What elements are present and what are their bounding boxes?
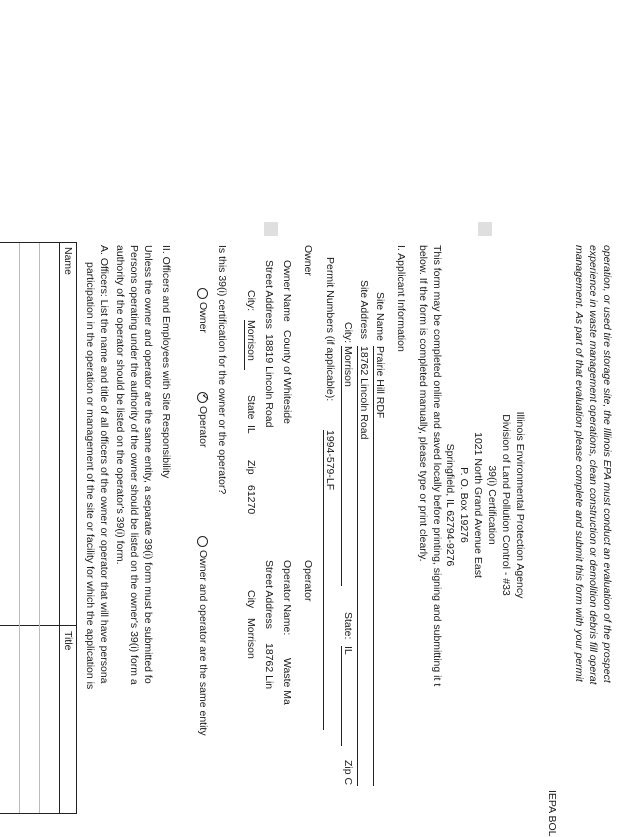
section-1-title: I. Applicant Information bbox=[395, 245, 407, 352]
agency-po-box: P. O. Box 19276 bbox=[458, 467, 470, 543]
operator-name-label: Operator Name: bbox=[281, 560, 293, 636]
owner-heading: Owner bbox=[302, 245, 314, 276]
owner-city-underline bbox=[244, 320, 245, 370]
officers-instruction-line-2: participation in the operation or management of the site or facility for which the application is bbox=[84, 262, 96, 690]
site-zip-label: Zip C bbox=[342, 760, 354, 786]
owner-name-value[interactable]: County of Whiteside bbox=[281, 330, 293, 424]
form-id-label: IEPA BOL bbox=[546, 790, 558, 837]
site-address-underline bbox=[357, 346, 358, 786]
officers-table bbox=[0, 242, 77, 814]
owner-street-label: Street Address bbox=[263, 260, 275, 329]
owner-state-label: State bbox=[245, 395, 257, 420]
owner-street-value[interactable]: 18819 Lincoln Road bbox=[263, 334, 275, 428]
owner-radio[interactable] bbox=[197, 288, 208, 299]
site-name-label: Site Name bbox=[374, 292, 386, 342]
instructions-line-2: below. If the form is completed manually, please type or print clearly. bbox=[417, 245, 429, 562]
table-row[interactable] bbox=[39, 243, 40, 813]
operator-radio-label: Operator bbox=[197, 406, 209, 448]
owner-zip-label: Zip bbox=[245, 460, 257, 475]
site-name-underline bbox=[373, 346, 374, 786]
site-city-label: City: bbox=[342, 322, 354, 343]
agency-division: Division of Land Pollution Control - #33 bbox=[500, 414, 512, 596]
site-city-underline bbox=[341, 346, 342, 586]
section-2-para-line-2: Persons operating under the authority of the owner should be listed on the owner's 39(i) form a bbox=[128, 245, 140, 685]
same-entity-radio-label: Owner and operator are the same entity bbox=[197, 550, 209, 736]
section-2-para-line-3: authority of the operator should be listed on the operator's 39(i) form. bbox=[114, 245, 126, 565]
owner-state-value[interactable]: IL bbox=[245, 425, 257, 434]
agency-name: Illinois Environmental Protection Agency bbox=[514, 411, 526, 599]
same-entity-radio[interactable] bbox=[197, 536, 208, 547]
certification-question: Is this 39(i) certification for the owner or the operator? bbox=[216, 245, 228, 495]
site-state-value[interactable]: IL bbox=[342, 646, 354, 655]
officers-table-header bbox=[59, 243, 76, 813]
operator-city-label: City bbox=[245, 590, 257, 609]
table-row[interactable] bbox=[19, 243, 20, 813]
agency-form-title: 39(i) Certification bbox=[486, 465, 498, 545]
officers-title-header: Title bbox=[62, 631, 74, 651]
agency-street: 1021 North Grand Avenue East bbox=[472, 432, 484, 578]
section-2-para-line-1: Unless the owner and operator are the same entity, a separate 39(i) form must be submitted fo bbox=[142, 245, 154, 684]
operator-city-value[interactable]: Morrison bbox=[245, 618, 257, 659]
officers-name-header: Name bbox=[62, 247, 74, 276]
owner-name-label: Owner Name bbox=[281, 260, 293, 322]
owner-zip-value[interactable]: 61270 bbox=[245, 485, 257, 515]
operator-street-value[interactable]: 18762 Lin bbox=[263, 643, 275, 690]
officers-table-column-divider bbox=[0, 625, 76, 626]
site-city-value[interactable]: Morrison bbox=[342, 346, 354, 387]
operator-heading: Operator bbox=[302, 560, 314, 602]
intro-line-2: experience in waste management operations, clean construction or demolition debris fill operat bbox=[587, 245, 599, 685]
site-name-value[interactable]: Prairie Hill RDF bbox=[374, 346, 386, 419]
site-state-label: State: bbox=[342, 612, 354, 640]
owner-radio-label: Owner bbox=[197, 302, 209, 333]
agency-city: Springfield, IL 62794-9276 bbox=[444, 443, 456, 567]
site-state-underline bbox=[341, 646, 342, 746]
intro-line-3: management. As part of that evaluation please complete and submit this form with your permit bbox=[573, 245, 585, 682]
owner-city-value[interactable]: Morrison bbox=[245, 320, 257, 361]
section-2-title: II. Officers and Employees with Site Responsibility bbox=[160, 245, 172, 479]
scan-mark bbox=[264, 222, 278, 236]
intro-line-1: operation, or used tire storage site, the Illinois EPA must conduct an evaluation of the prospect bbox=[601, 245, 613, 683]
operator-name-value[interactable]: Waste Ma bbox=[281, 658, 293, 705]
permit-value[interactable]: 1994-579-LF bbox=[324, 430, 336, 491]
site-address-label: Site Address bbox=[358, 280, 370, 339]
permit-underline bbox=[323, 430, 324, 730]
site-address-value[interactable]: 18762 Lincoln Road bbox=[358, 346, 370, 440]
instructions-line-1: This form may be completed online and saved locally before printing, signing and submitting it t bbox=[431, 245, 443, 687]
officers-instruction-line-1: A. Officers: List the name and title of all officers of the owner or operator that will have persona bbox=[98, 245, 110, 684]
owner-city-label: City: bbox=[245, 290, 257, 311]
scan-mark bbox=[478, 222, 492, 236]
permit-label: Permit Numbers (if applicable): bbox=[324, 257, 336, 402]
operator-street-label: Street Address bbox=[263, 560, 275, 629]
operator-radio[interactable] bbox=[197, 392, 208, 403]
